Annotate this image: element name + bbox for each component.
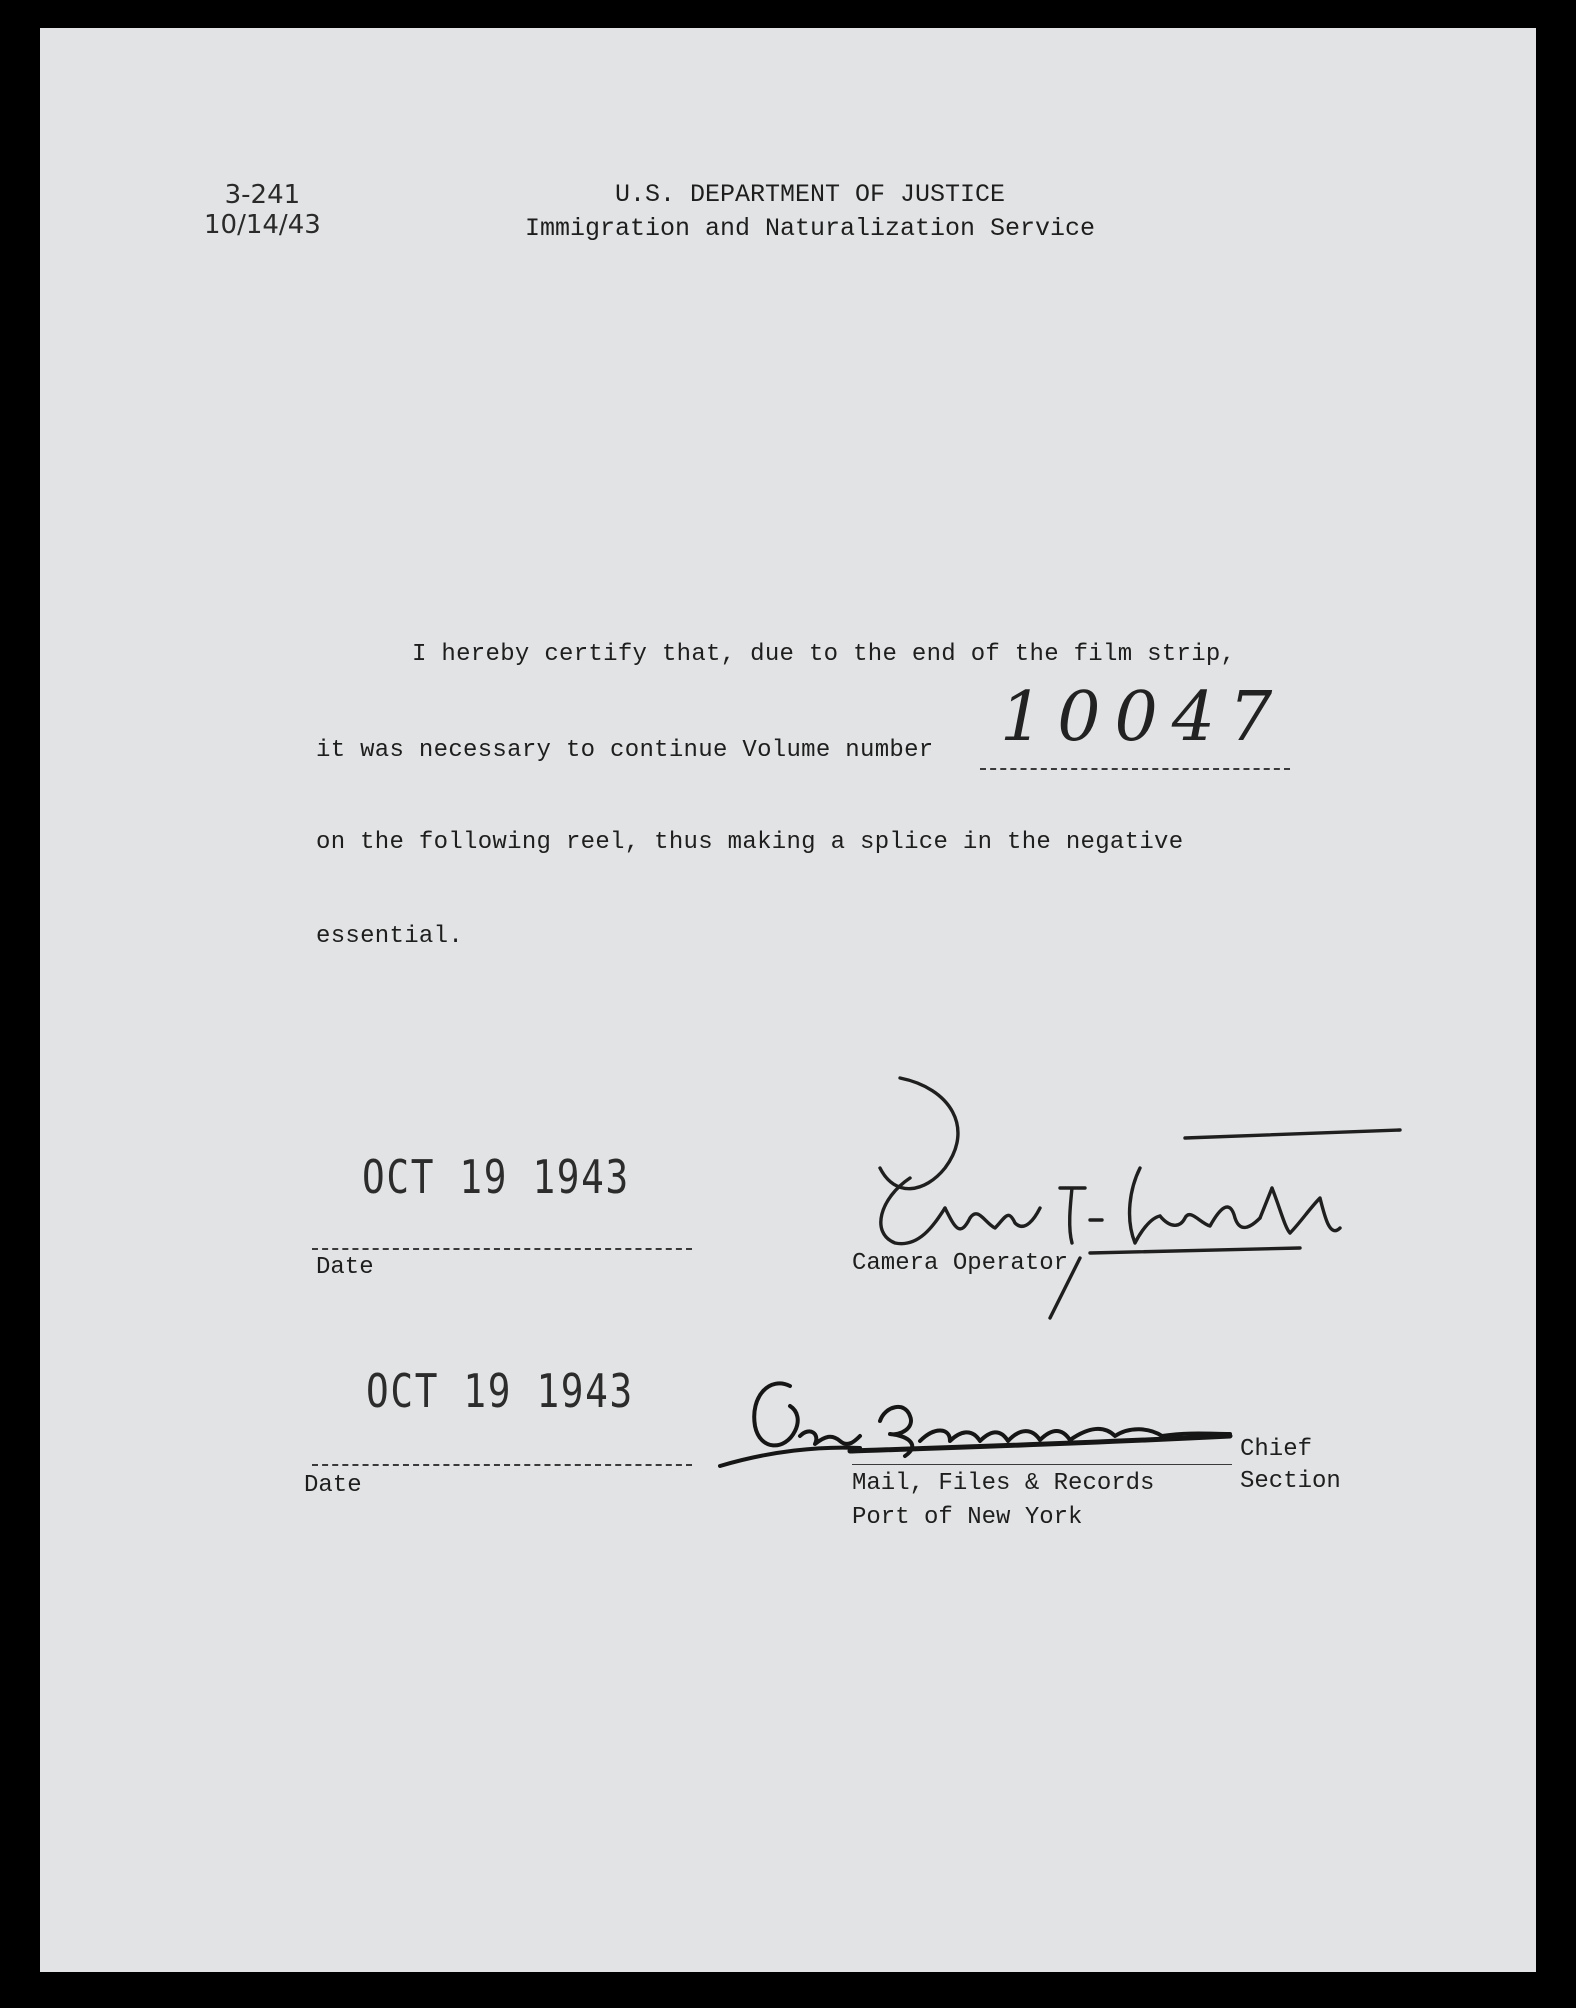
certification-line-4: essential.	[316, 923, 464, 950]
date-stamp-camera-operator: OCT 19 1943	[362, 1150, 630, 1204]
camera-operator-signature	[840, 1058, 1460, 1323]
date-line-chief	[312, 1464, 692, 1466]
certification-line-2: it was necessary to continue Volume number	[316, 737, 934, 764]
department-name: U.S. DEPARTMENT OF JUSTICE	[614, 180, 1006, 209]
date-label-chief: Date	[304, 1472, 362, 1499]
date-label-camera-operator: Date	[316, 1254, 374, 1281]
document-header	[480, 178, 1140, 246]
chief-title: Chief	[1240, 1436, 1313, 1463]
document-page	[40, 28, 1536, 1972]
form-number-block	[204, 180, 321, 240]
chief-signature-line	[852, 1464, 1232, 1465]
service-name: Immigration and Naturalization Service	[524, 214, 1096, 243]
form-number: 3-241	[224, 180, 301, 210]
form-date: 10/14/43	[204, 210, 321, 240]
volume-number-handwritten: 10047	[1000, 678, 1287, 757]
date-line-camera-operator	[312, 1248, 692, 1250]
certification-line-1: I hereby certify that, due to the end of the film strip,	[412, 641, 1236, 668]
chief-division-line-1: Mail, Files & Records	[852, 1470, 1155, 1497]
certification-line-3: on the following reel, thus making a splice in the negative	[316, 829, 1184, 856]
date-stamp-chief: OCT 19 1943	[366, 1364, 634, 1418]
chief-division-line-2: Port of New York	[852, 1504, 1083, 1531]
chief-section-label: Section	[1240, 1468, 1341, 1495]
volume-number-line	[980, 768, 1290, 770]
camera-operator-label: Camera Operator	[852, 1250, 1069, 1277]
